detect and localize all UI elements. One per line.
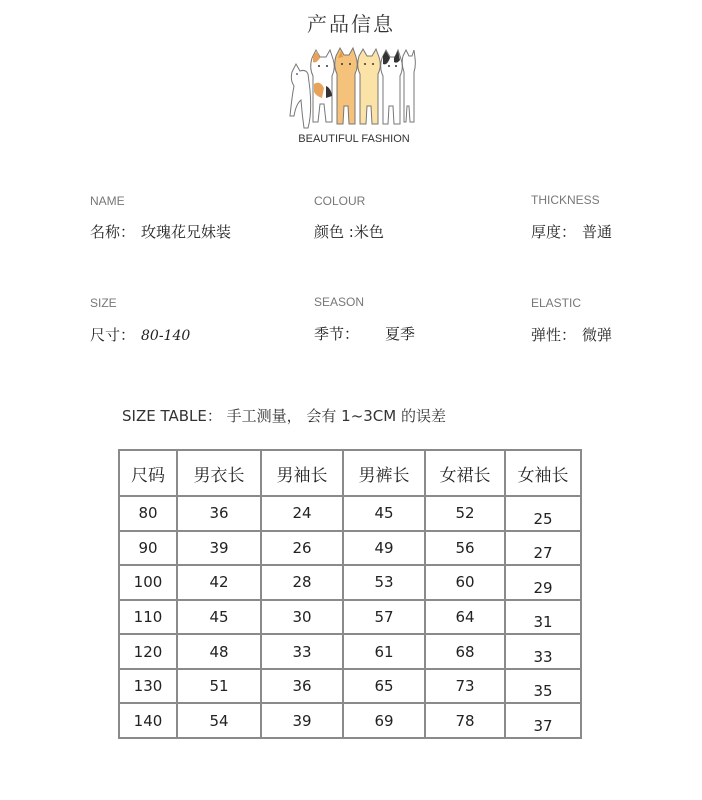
- elastic-key: 弹性：: [531, 326, 577, 344]
- elastic-field: [531, 324, 612, 345]
- table-cell: 27: [505, 531, 581, 566]
- name-value: 玫瑰花兄妹装: [141, 223, 232, 241]
- table-cell: 49: [343, 531, 425, 566]
- table-cell: 68: [425, 634, 505, 669]
- table-cell: 140: [119, 703, 177, 738]
- logo-text: BEAUTIFUL FASHION: [298, 133, 410, 145]
- header-girl-dress-length: 女裙长: [425, 450, 505, 496]
- header-girl-sleeve-length: 女袖长: [505, 450, 581, 496]
- table-cell: 61: [343, 634, 425, 669]
- table-cell: 53: [343, 565, 425, 600]
- table-row: [119, 634, 581, 669]
- table-row: [119, 565, 581, 600]
- thickness-label: THICKNESS: [531, 193, 600, 207]
- table-cell: 78: [425, 703, 505, 738]
- elastic-value: 微弹: [582, 326, 613, 344]
- table-row: [119, 669, 581, 704]
- table-cell: 45: [177, 600, 261, 635]
- table-cell: 100: [119, 565, 177, 600]
- table-cell: 35: [505, 669, 581, 704]
- size-table: [118, 449, 582, 739]
- table-cell: 57: [343, 600, 425, 635]
- season-label: SEASON: [314, 295, 365, 309]
- table-cell: 120: [119, 634, 177, 669]
- table-cell: 42: [177, 565, 261, 600]
- size-value: 80-140: [141, 328, 191, 344]
- table-header-row: [119, 450, 581, 496]
- table-row: [119, 703, 581, 738]
- table-cell: 56: [425, 531, 505, 566]
- season-key: 季节：: [314, 325, 360, 343]
- table-cell: 36: [261, 669, 343, 704]
- table-cell: 69: [343, 703, 425, 738]
- table-cell: 28: [261, 565, 343, 600]
- season-field: [314, 323, 415, 344]
- table-cell: 31: [505, 600, 581, 635]
- thickness-field: [531, 221, 612, 242]
- colour-value: 米色: [353, 223, 384, 241]
- table-cell: 37: [505, 703, 581, 738]
- table-cell: 45: [343, 496, 425, 531]
- header-size: 尺码: [119, 450, 177, 496]
- header-boy-top-length: 男衣长: [177, 450, 261, 496]
- colour-field: [314, 221, 384, 242]
- colour-label: COLOUR: [314, 194, 366, 208]
- table-cell: 64: [425, 600, 505, 635]
- size-label: SIZE: [90, 296, 117, 310]
- table-cell: 26: [261, 531, 343, 566]
- table-cell: 39: [261, 703, 343, 738]
- table-row: [119, 531, 581, 566]
- table-cell: 110: [119, 600, 177, 635]
- table-cell: 33: [261, 634, 343, 669]
- table-cell: 73: [425, 669, 505, 704]
- header-boy-pants-length: 男裤长: [343, 450, 425, 496]
- season-value: 夏季: [385, 325, 416, 343]
- elastic-label: ELASTIC: [531, 296, 582, 310]
- name-field: [90, 221, 231, 242]
- name-label: NAME: [90, 194, 125, 208]
- name-key: 名称：: [90, 223, 136, 241]
- page-title: 产品信息: [307, 12, 395, 36]
- table-cell: 33: [505, 634, 581, 669]
- table-cell: 29: [505, 565, 581, 600]
- table-cell: 24: [261, 496, 343, 531]
- table-cell: 90: [119, 531, 177, 566]
- thickness-key: 厚度：: [531, 223, 577, 241]
- table-cell: 36: [177, 496, 261, 531]
- colour-key: 颜色 :: [314, 223, 354, 241]
- table-cell: 54: [177, 703, 261, 738]
- table-cell: 80: [119, 496, 177, 531]
- size-field: [90, 324, 190, 345]
- table-cell: 39: [177, 531, 261, 566]
- size-table-caption: SIZE TABLE： 手工测量， 会有 1~3CM 的误差: [122, 407, 446, 425]
- table-cell: 60: [425, 565, 505, 600]
- table-cell: 52: [425, 496, 505, 531]
- table-cell: 30: [261, 600, 343, 635]
- table-row: [119, 496, 581, 531]
- thickness-value: 普通: [582, 223, 613, 241]
- table-cell: 48: [177, 634, 261, 669]
- table-cell: 65: [343, 669, 425, 704]
- size-key: 尺寸：: [90, 326, 136, 344]
- table-cell: 130: [119, 669, 177, 704]
- table-row: [119, 600, 581, 635]
- table-cell: 25: [505, 496, 581, 531]
- header-boy-sleeve-length: 男袖长: [261, 450, 343, 496]
- table-cell: 51: [177, 669, 261, 704]
